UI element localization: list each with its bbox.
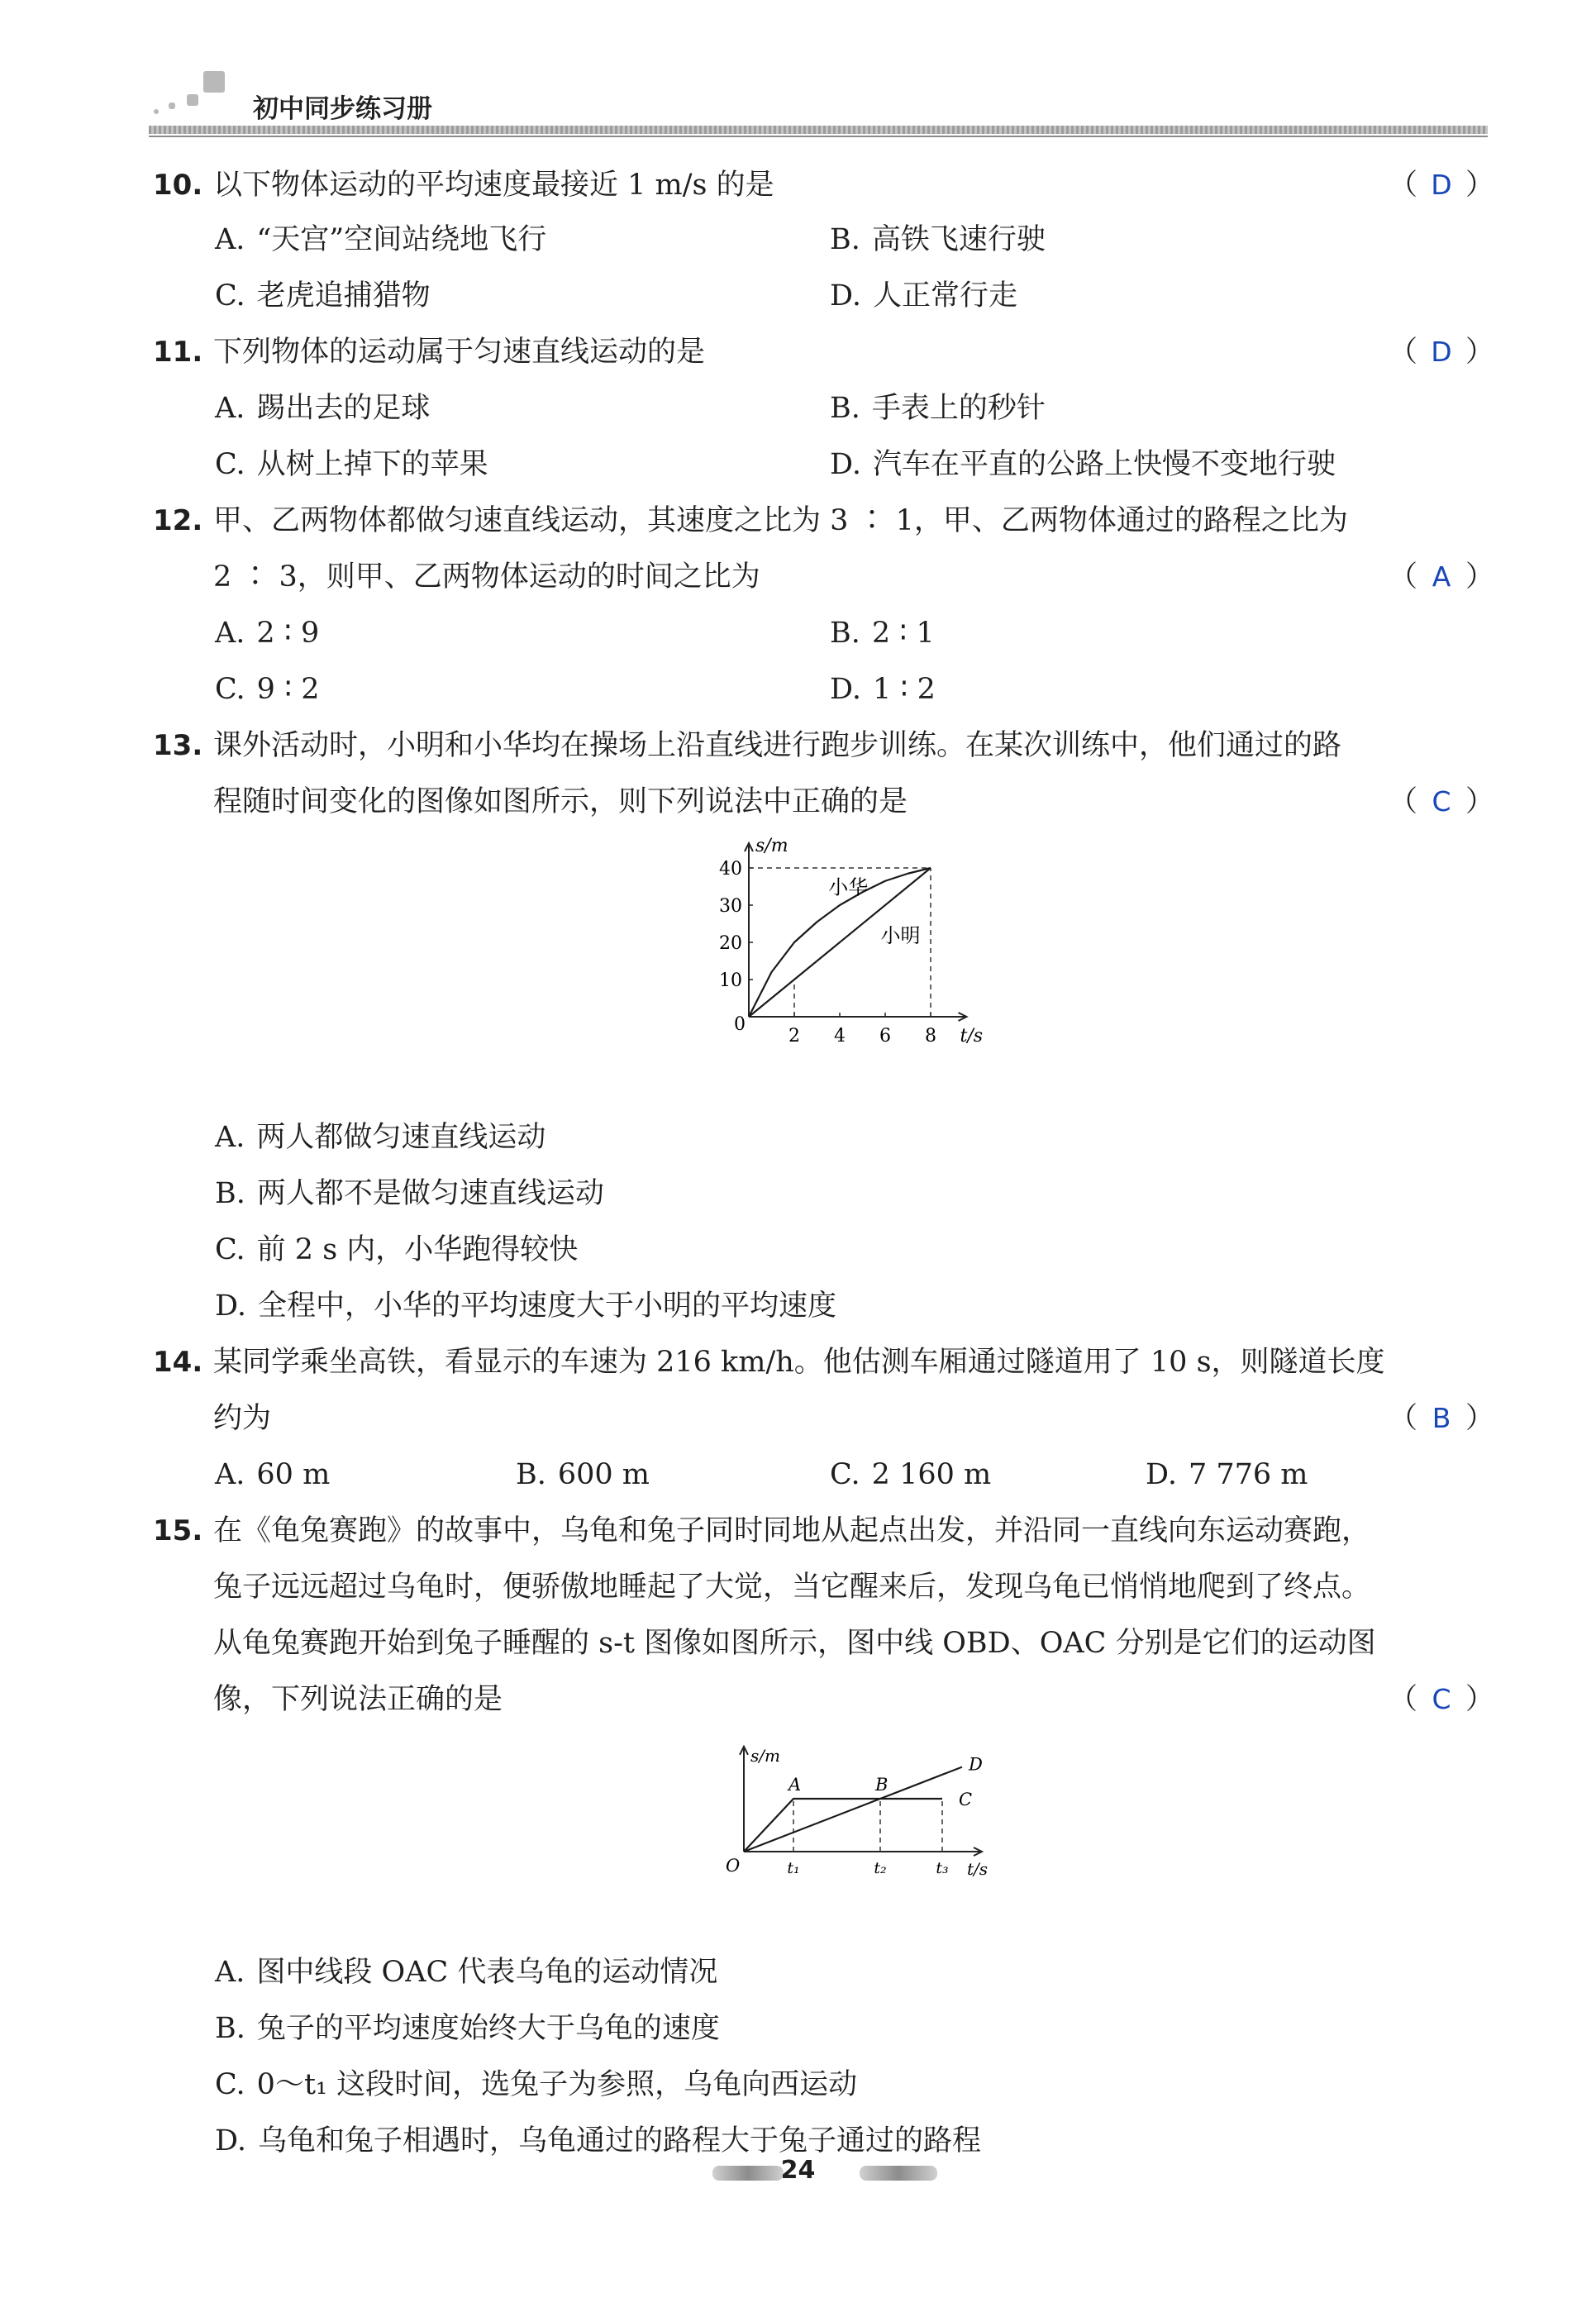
option-c: C. 9 ∶ 2 — [215, 673, 320, 706]
page-number: 24 — [780, 2156, 816, 2185]
option-d: D. 人正常行走 — [830, 279, 1017, 312]
option-c: C. 前 2 s 内，小华跑得较快 — [215, 1233, 579, 1266]
option-b: B. 两人都不是做匀速直线运动 — [215, 1177, 604, 1210]
answer-bracket: （ B ） — [1389, 1402, 1495, 1435]
question-number: 14. — [153, 1346, 203, 1379]
option-a: A. 60 m — [215, 1458, 331, 1491]
header-rule-thin — [149, 136, 1488, 137]
question-stem: 兔子远远超过乌龟时，便骄傲地睡起了大觉，当它醒来后，发现乌龟已悄悄地爬到了终点。 — [213, 1571, 1371, 1604]
x-tick-label: t₂ — [874, 1859, 887, 1877]
option-d: D. 汽车在平直的公路上快慢不变地行驶 — [830, 448, 1336, 481]
option-b: B. 兔子的平均速度始终大于乌龟的速度 — [215, 2012, 720, 2045]
y-tick-label: 10 — [719, 970, 742, 991]
y-axis-label: s/m — [750, 1745, 780, 1766]
answer-bracket: （ C ） — [1389, 1683, 1495, 1716]
question-number: 13. — [153, 729, 203, 762]
option-b: B. 600 m — [516, 1458, 650, 1491]
point-label: D — [969, 1754, 983, 1775]
answer-letter: C — [1432, 785, 1451, 818]
distance-time-chart-1 — [711, 835, 992, 1075]
x-axis-label: t/s — [960, 1026, 984, 1046]
option-c: C. 从树上掉下的苹果 — [215, 448, 488, 481]
page-footer — [0, 2149, 1596, 2199]
question-stem: 2 ∶ 3，则甲、乙两物体运动的时间之比为 — [213, 560, 760, 594]
x-tick-label: t₃ — [936, 1859, 949, 1877]
question-stem: 程随时间变化的图像如图所示，则下列说法中正确的是 — [213, 785, 908, 818]
x-tick-label: 4 — [834, 1026, 846, 1046]
answer-letter: B — [1432, 1402, 1451, 1434]
x-tick-label: t₁ — [787, 1859, 800, 1877]
answer-letter: A — [1432, 560, 1451, 593]
option-a: A. 踢出去的足球 — [215, 392, 431, 425]
series-line-OAC — [744, 1799, 942, 1852]
question-number: 10. — [153, 169, 203, 202]
question-number: 12. — [153, 504, 203, 537]
y-tick-label: 20 — [719, 933, 742, 954]
answer-letter: D — [1431, 169, 1452, 201]
question-stem: 下列物体的运动属于匀速直线运动的是 — [213, 336, 706, 369]
question-stem: 像，下列说法正确的是 — [213, 1683, 503, 1716]
x-tick-label: 8 — [925, 1026, 936, 1046]
origin-label: O — [726, 1856, 741, 1876]
series-label: 小华 — [828, 875, 869, 899]
option-a: A. 两人都做匀速直线运动 — [215, 1121, 546, 1154]
answer-bracket: （ D ） — [1389, 336, 1495, 369]
question-number: 15. — [153, 1514, 203, 1547]
option-b: B. 手表上的秒针 — [830, 392, 1046, 425]
x-tick-label: 2 — [788, 1026, 800, 1046]
option-d: D. 全程中，小华的平均速度大于小明的平均速度 — [215, 1290, 836, 1323]
series-label: 小明 — [880, 924, 921, 947]
x-axis-label: t/s — [967, 1859, 989, 1879]
header-rule — [149, 126, 1488, 134]
y-axis-label: s/m — [755, 836, 788, 856]
option-c: C. 0～t₁ 这段时间，选兔子为参照，乌龟向西运动 — [215, 2068, 858, 2101]
answer-bracket: （ C ） — [1389, 785, 1495, 818]
question-stem: 以下物体运动的平均速度最接近 1 m/s 的是 — [213, 169, 774, 202]
question-stem: 约为 — [213, 1402, 272, 1435]
option-c: C. 2 160 m — [830, 1458, 992, 1491]
option-b: B. 2 ∶ 1 — [830, 617, 935, 650]
point-label: C — [959, 1790, 973, 1809]
origin-label: 0 — [734, 1014, 746, 1035]
y-tick-label: 40 — [719, 859, 742, 880]
book-title: 初中同步练习册 — [253, 94, 432, 124]
question-number: 11. — [153, 336, 203, 369]
option-a: A. 2 ∶ 9 — [215, 617, 320, 650]
option-a: A. 图中线段 OAC 代表乌龟的运动情况 — [215, 1956, 718, 1989]
option-d: D. 1 ∶ 2 — [830, 673, 936, 706]
answer-bracket: （ A ） — [1389, 560, 1495, 594]
answer-bracket: （ D ） — [1389, 169, 1495, 202]
question-stem: 某同学乘坐高铁，看显示的车速为 216 km/h。他估测车厢通过隧道用了 10 s，则隧道长度 — [213, 1346, 1385, 1379]
x-tick-label: 6 — [879, 1026, 891, 1046]
page-header — [149, 58, 1488, 141]
question-stem: 甲、乙两物体都做匀速直线运动，其速度之比为 3 ∶ 1，甲、乙两物体通过的路程之比为 — [213, 504, 1348, 537]
option-d: D. 乌龟和兔子相遇时，乌龟通过的路程大于兔子通过的路程 — [215, 2124, 981, 2157]
distance-time-chart-2 — [719, 1728, 992, 1885]
question-stem: 课外活动时，小明和小华均在操场上沿直线进行跑步训练。在某次训练中，他们通过的路 — [213, 729, 1342, 762]
point-label: B — [875, 1775, 889, 1795]
option-b: B. 高铁飞速行驶 — [830, 223, 1046, 256]
answer-letter: D — [1431, 336, 1452, 368]
series-line-OBD — [744, 1767, 962, 1852]
answer-letter: C — [1432, 1683, 1451, 1715]
question-stem: 从龟兔赛跑开始到兔子睡醒的 s-t 图像如图所示，图中线 OBD、OAC 分别是它们的运动图 — [213, 1627, 1376, 1660]
option-d: D. 7 776 m — [1146, 1458, 1308, 1491]
question-stem: 在《龟兔赛跑》的故事中，乌龟和兔子同时同地从起点出发，并沿同一直线向东运动赛跑， — [213, 1514, 1371, 1547]
y-tick-label: 30 — [719, 896, 742, 917]
point-label: A — [788, 1775, 802, 1795]
option-c: C. 老虎追捕猎物 — [215, 279, 431, 312]
option-a: A. “天宫”空间站绕地飞行 — [215, 223, 547, 256]
